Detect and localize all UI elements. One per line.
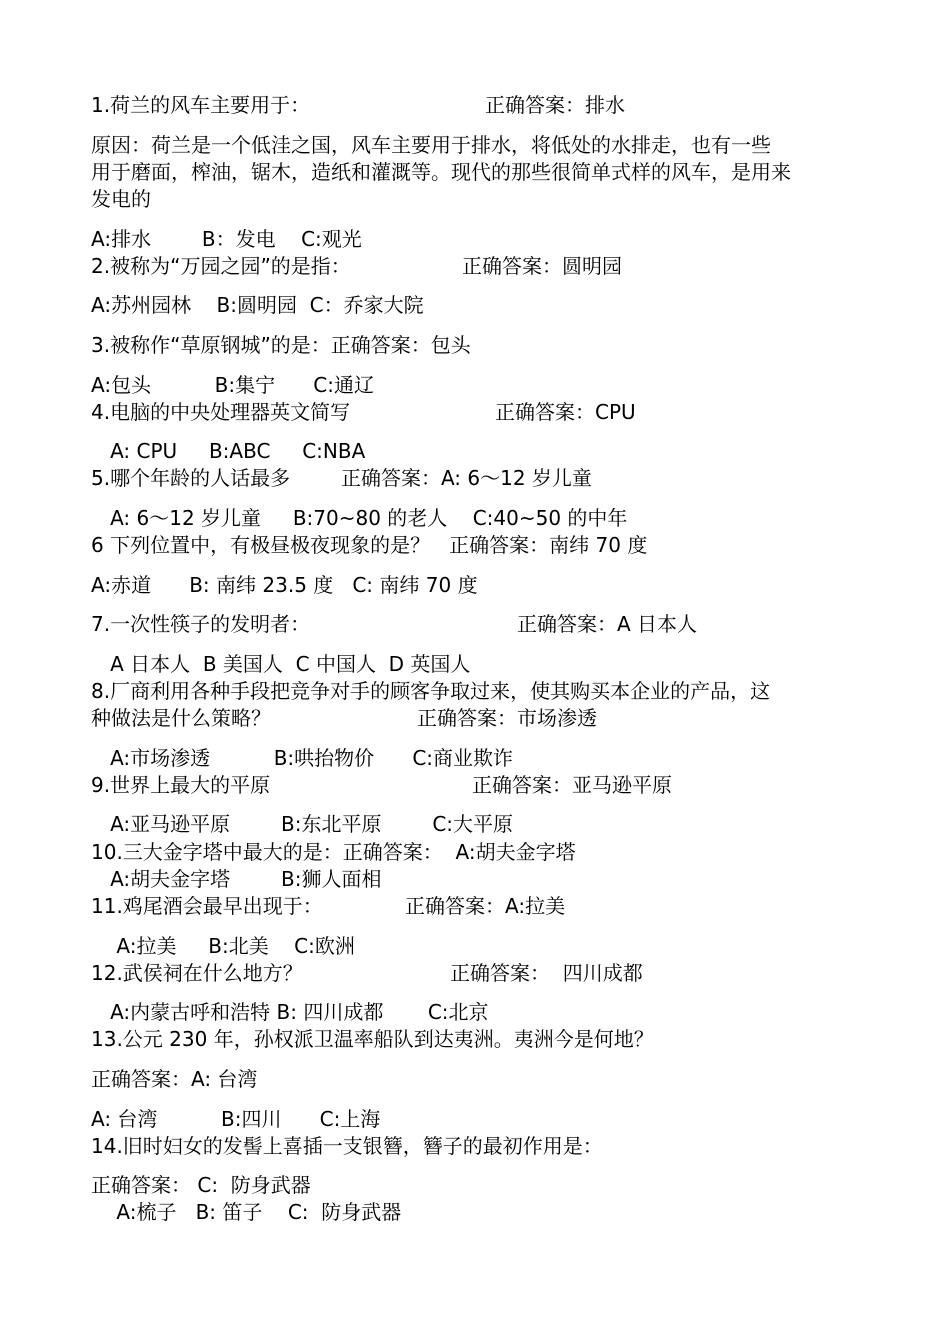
q7-options: A 日本人 B 美国人 C 中国人 D 英国人 [91, 652, 471, 676]
q2-question: 2.被称为“万园之园”的是指： [91, 254, 351, 278]
q8-answer: 正确答案：市场渗透 [417, 706, 597, 730]
q12-options: A:内蒙古呼和浩特 B: 四川成都 C:北京 [91, 1000, 489, 1024]
q11-answer: 正确答案：A:拉美 [405, 894, 566, 918]
q12-answer: 正确答案： 四川成都 [450, 961, 643, 985]
q3-question: 3.被称作“草原钢城”的是：正确答案：包头 [91, 333, 471, 357]
q2-options: A:苏州园林 B:圆明园 C：乔家大院 [91, 293, 424, 317]
q10-question: 10.三大金字塔中最大的是：正确答案： A:胡夫金字塔 [91, 840, 576, 864]
q1-answer: 正确答案：排水 [485, 93, 625, 117]
q8-question-line-1: 8.厂商利用各种手段把竞争对手的顾客争取过来，使其购买本企业的产品，这 [91, 679, 771, 703]
q6-options: A:赤道 B: 南纬 23.5 度 C: 南纬 70 度 [91, 573, 478, 597]
q4-answer: 正确答案：CPU [495, 400, 636, 424]
q2-answer: 正确答案：圆明园 [462, 254, 622, 278]
q4-options: A: CPU B:ABC C:NBA [91, 439, 366, 463]
q1-question: 1.荷兰的风车主要用于： [91, 93, 311, 117]
q3-options: A:包头 B:集宁 C:通辽 [91, 373, 374, 397]
q1-explanation-line-2: 用于磨面，榨油，锯木，造纸和灌溉等。现代的那些很简单式样的风车，是用来 [91, 160, 791, 184]
q10-options: A:胡夫金字塔 B:狮人面相 [91, 867, 382, 891]
q1-explanation-line-1: 原因：荷兰是一个低洼之国，风车主要用于排水，将低处的水排走，也有一些 [91, 133, 771, 157]
q13-question: 13.公元 230 年，孙权派卫温率船队到达夷洲。夷洲今是何地？ [91, 1027, 654, 1051]
q11-options: A:拉美 B:北美 C:欧洲 [91, 934, 355, 958]
q14-options: A:梳子 B: 笛子 C: 防身武器 [91, 1200, 402, 1224]
q13-answer: 正确答案：A: 台湾 [91, 1067, 258, 1091]
q7-question: 7.一次性筷子的发明者： [91, 612, 311, 636]
q9-answer: 正确答案：亚马逊平原 [472, 773, 672, 797]
q4-question: 4.电脑的中央处理器英文简写 [91, 400, 351, 424]
q5-options: A: 6～12 岁儿童 B:70~80 的老人 C:40~50 的中年 [91, 506, 628, 530]
q6-question: 6 下列位置中，有极昼极夜现象的是？ 正确答案：南纬 70 度 [91, 533, 648, 557]
q8-options: A:市场渗透 B:哄抬物价 C:商业欺诈 [91, 746, 514, 770]
q7-answer: 正确答案：A 日本人 [517, 612, 698, 636]
q14-answer: 正确答案： C: 防身武器 [91, 1173, 311, 1197]
q9-question: 9.世界上最大的平原 [91, 773, 271, 797]
q14-question: 14.旧时妇女的发髻上喜插一支银簪，簪子的最初作用是： [91, 1134, 603, 1158]
q8-question-line-2: 种做法是什么策略？ [91, 706, 271, 730]
q13-options: A: 台湾 B:四川 C:上海 [91, 1107, 381, 1131]
q11-question: 11.鸡尾酒会最早出现于： [91, 894, 323, 918]
q5-question: 5.哪个年龄的人话最多 正确答案：A: 6～12 岁儿童 [91, 466, 592, 490]
q1-explanation-line-3: 发电的 [91, 187, 151, 211]
q1-options: A:排水 B：发电 C:观光 [91, 227, 362, 251]
q12-question: 12.武侯祠在什么地方？ [91, 961, 303, 985]
q9-options: A:亚马逊平原 B:东北平原 C:大平原 [91, 812, 514, 836]
